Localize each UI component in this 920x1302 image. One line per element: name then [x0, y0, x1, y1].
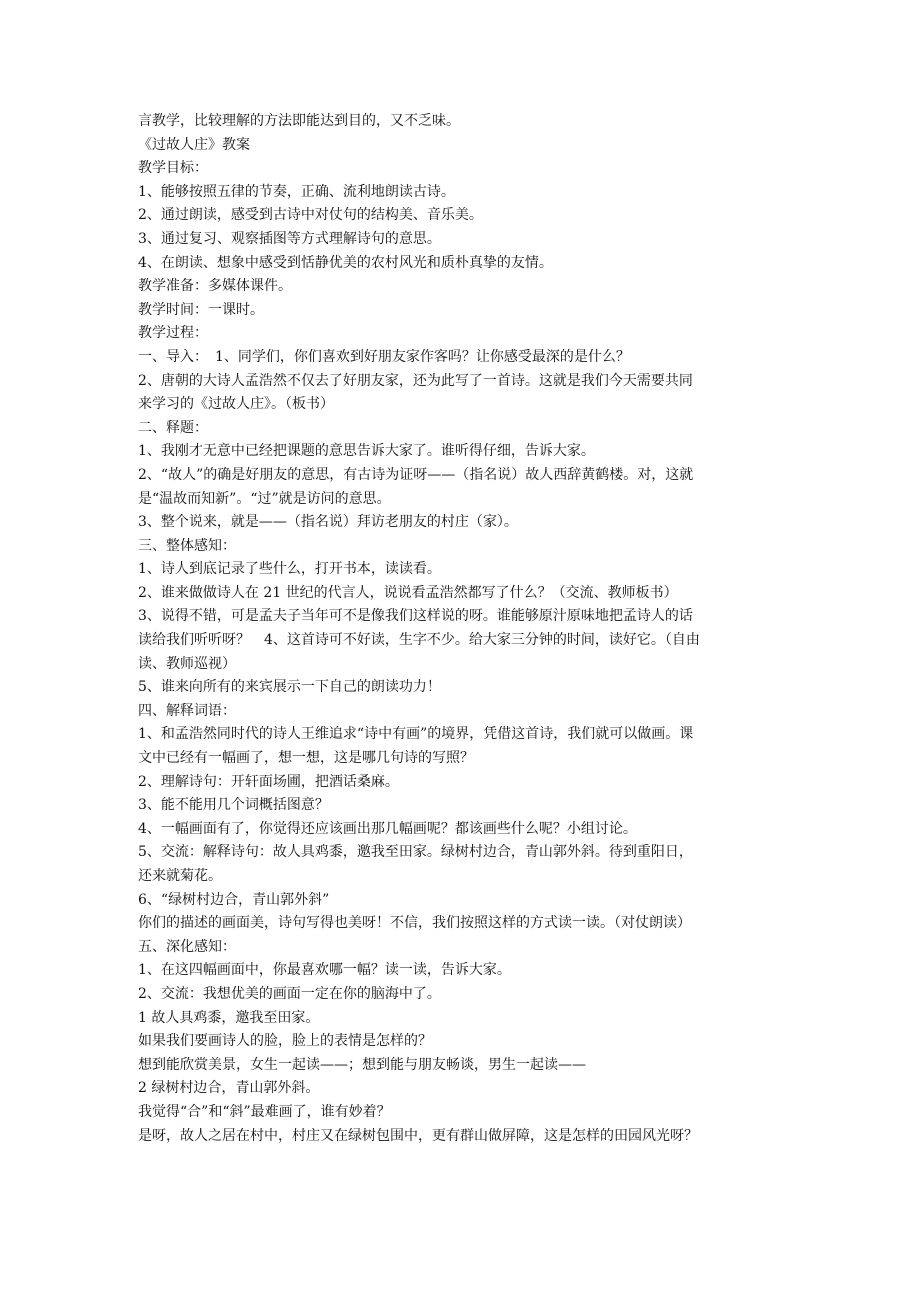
text-line: 5、交流：解释诗句：故人具鸡黍，邀我至田家。绿树村边合，青山郭外斜。待到重阳日， — [138, 844, 693, 861]
text-line: 是呀，故人之居在村中，村庄又在绿树包围中，更有群山做屏障，这是怎样的田园风光呀？ — [138, 1127, 698, 1144]
text-line: 文中已经有一幅画了，想一想，这是哪几句诗的写照？ — [138, 750, 474, 767]
text-line: 一、导入： 1、同学们，你们喜欢到好朋友家作客吗？让你感受最深的是什么？ — [138, 348, 630, 365]
text-line: 1、我刚才无意中已经把课题的意思告诉大家了。谁听得仔细，告诉大家。 — [138, 443, 595, 460]
text-line: 还来就菊花。 — [138, 868, 222, 884]
text-line: 4、在朗读、想象中感受到恬静优美的农村风光和质朴真挚的友情。 — [138, 254, 553, 271]
text-line: 言教学，比较理解的方法即能达到目的，又不乏味。 — [138, 113, 460, 129]
text-line: 1 故人具鸡黍，邀我至田家。 — [138, 1009, 320, 1026]
text-line: 三、整体感知： — [138, 537, 236, 554]
text-line: 2、理解诗句：开轩面场圃，把酒话桑麻。 — [138, 773, 399, 790]
text-line: 教学过程： — [138, 325, 208, 342]
text-line: 2、交流：我想优美的画面一定在你的脑海中了。 — [138, 985, 441, 1002]
text-line: 2 绿树村边合，青山郭外斜。 — [138, 1080, 320, 1097]
text-line: 4、一幅画面有了，你觉得还应该画出那几幅画呢？都该画些什么呢？小组讨论。 — [138, 820, 637, 837]
text-line: 教学准备：多媒体课件。 — [138, 278, 292, 295]
text-line: 想到能欣赏美景，女生一起读——；想到能与朋友畅谈，男生一起读—— — [138, 1056, 586, 1073]
text-line: 1、在这四幅画面中，你最喜欢哪一幅？读一读，告诉大家。 — [138, 962, 511, 979]
text-line: 四、解释词语： — [138, 702, 236, 719]
text-line: 3、能不能用几个词概括图意？ — [138, 797, 329, 814]
text-line: 读给我们听听呀？ 4、这首诗可不好读，生字不少。给大家三分钟的时间，读好它。（自由 — [138, 632, 700, 649]
text-line: 1、诗人到底记录了些什么，打开书本，读读看。 — [138, 561, 441, 578]
text-line: 2、“故人”的确是好朋友的意思，有古诗为证呀——（指名说）故人西辞黄鹤楼。对，这就 — [138, 466, 694, 483]
text-line: 《过故人庄》教案 — [138, 136, 250, 153]
text-line: 教学时间：一课时。 — [138, 301, 264, 318]
text-line: 如果我们要画诗人的脸，脸上的表情是怎样的？ — [138, 1033, 432, 1050]
text-line: 1、能够按照五律的节奏，正确、流利地朗读古诗。 — [138, 183, 455, 200]
text-line: 来学习的《过故人庄》。（板书） — [138, 396, 334, 413]
text-line: 6、“绿树村边合，青山郭外斜” — [138, 891, 330, 908]
text-line: 二、释题： — [138, 419, 208, 436]
text-line: 2、唐朝的大诗人孟浩然不仅去了好朋友家，还为此写了一首诗。这就是我们今天需要共同 — [138, 372, 693, 389]
text-line: 3、通过复习、观察插图等方式理解诗句的意思。 — [138, 230, 441, 247]
text-line: 3、整个说来，就是——（指名说）拜访老朋友的村庄（家）。 — [138, 514, 518, 531]
text-line: 2、谁来做做诗人在 21 世纪的代言人，说说看孟浩然都写了什么？（交流、教师板书） — [138, 584, 678, 601]
text-line: 1、和孟浩然同时代的诗人王维追求“诗中有画”的境界，凭借这首诗，我们就可以做画。课 — [138, 726, 694, 743]
text-line: 2、通过朗读，感受到古诗中对仗句的结构美、音乐美。 — [138, 207, 483, 224]
text-line: 五、深化感知： — [138, 938, 236, 955]
text-line: 是“温故而知新”。“过”就是访问的意思。 — [138, 490, 391, 507]
text-line: 3、说得不错，可是孟夫子当年可不是像我们这样说的呀。谁能够原汁原味地把孟诗人的话 — [138, 608, 693, 625]
text-line: 教学目标： — [138, 160, 208, 177]
text-line: 你们的描述的画面美，诗句写得也美呀！不信，我们按照这样的方式读一读。（对仗朗读） — [138, 915, 691, 932]
text-line: 我觉得“合”和“斜”最难画了，谁有妙着？ — [138, 1103, 391, 1120]
text-line: 5、谁来向所有的来宾展示一下自己的朗读功力！ — [138, 679, 441, 696]
text-line: 读、教师巡视） — [138, 655, 236, 672]
document-page — [138, 110, 788, 1148]
